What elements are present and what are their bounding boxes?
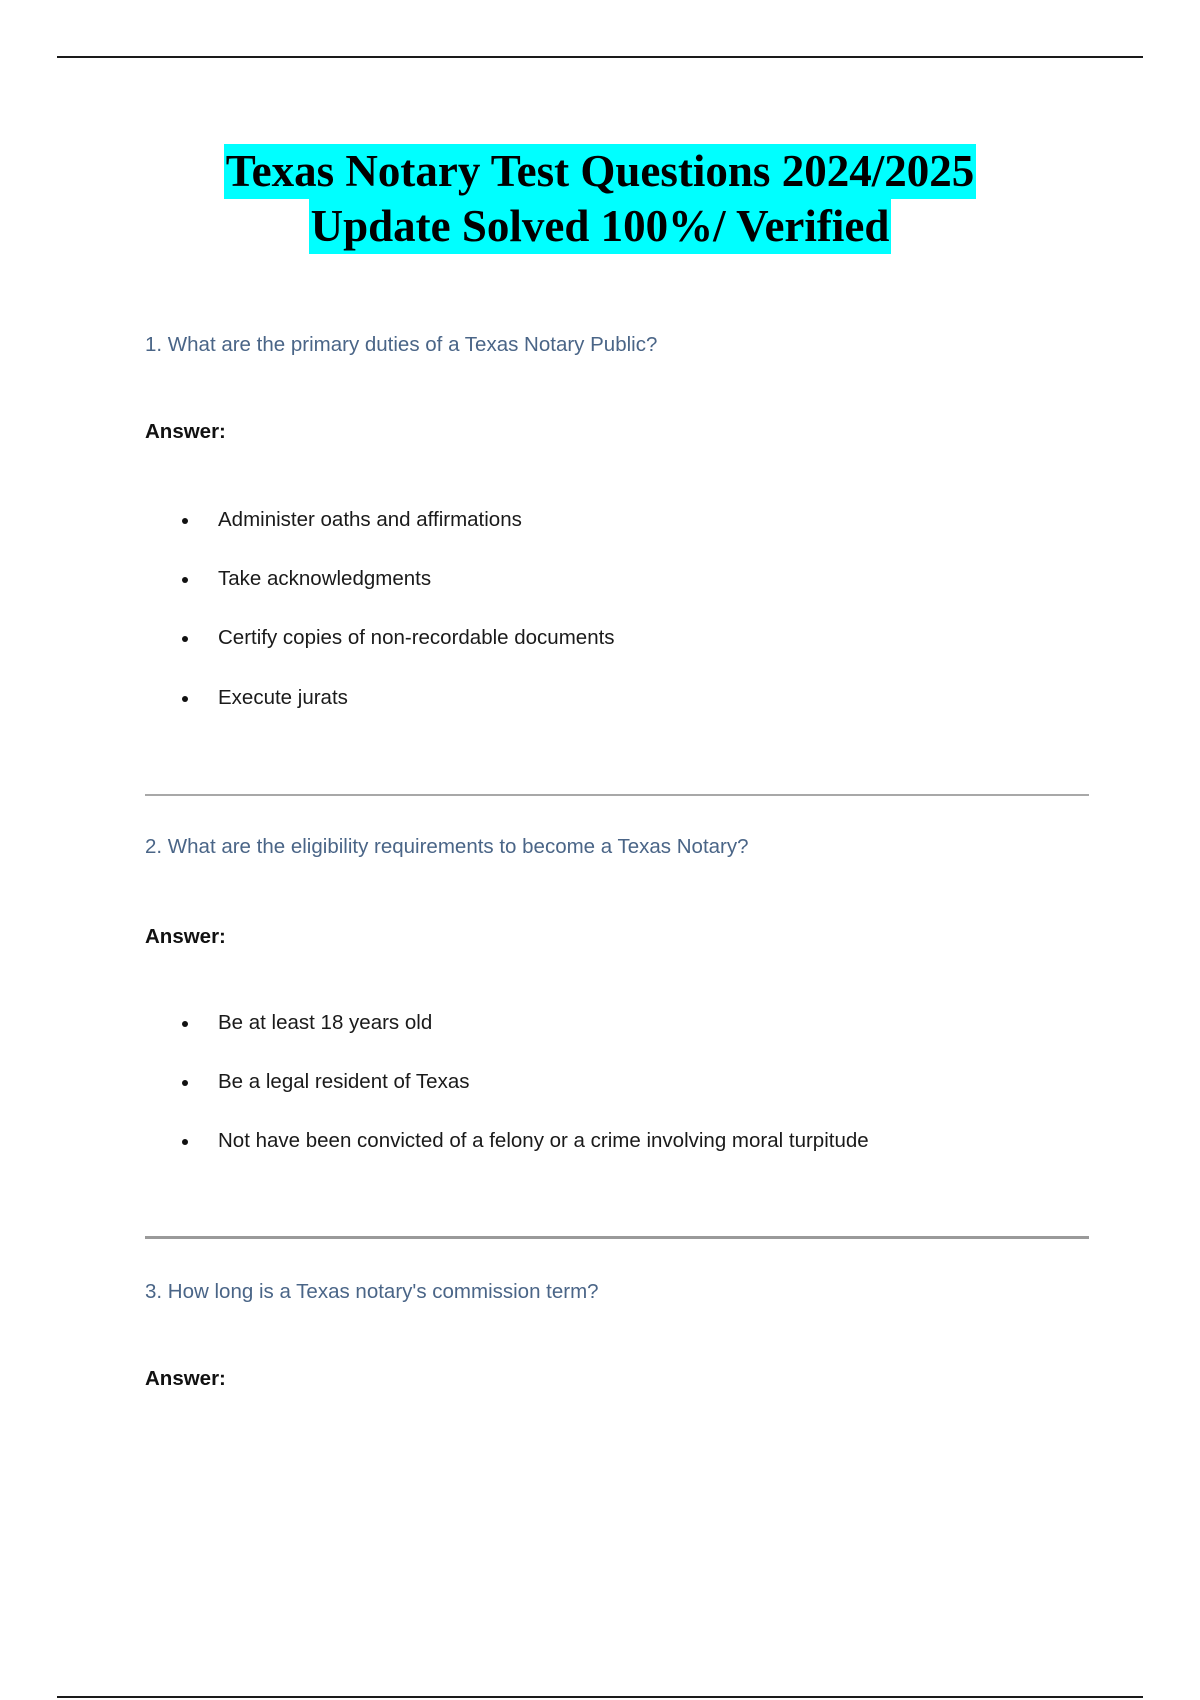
document-title [0, 144, 1200, 254]
page-top-rule [57, 56, 1143, 58]
question-1: 1. What are the primary duties of a Texas Notary Public? [145, 333, 658, 356]
list-item-text: Administer oaths and affirmations [218, 508, 522, 531]
bullet-icon [182, 1080, 188, 1086]
list-item-text: Not have been convicted of a felony or a crime involving moral turpitude [218, 1129, 869, 1152]
section-divider-2 [145, 1236, 1089, 1239]
list-item-text: Take acknowledgments [218, 567, 432, 590]
title-line-2: Update Solved 100%/ Verified [309, 199, 892, 254]
answer-label-3: Answer: [145, 1367, 226, 1390]
bullet-icon [182, 518, 188, 524]
list-item-text: Certify copies of non-recordable documents [218, 626, 615, 649]
bullet-icon [182, 696, 188, 702]
list-item-text: Be a legal resident of Texas [218, 1070, 470, 1093]
bullet-icon [182, 1021, 188, 1027]
answer-label-1: Answer: [145, 420, 226, 443]
bullet-icon [182, 1139, 188, 1145]
answer-label-2: Answer: [145, 925, 226, 948]
question-2: 2. What are the eligibility requirements to become a Texas Notary? [145, 835, 749, 858]
bullet-icon [182, 636, 188, 642]
bullet-icon [182, 577, 188, 583]
section-divider-1 [145, 794, 1089, 796]
page-bottom-rule [57, 1696, 1143, 1698]
title-line-1: Texas Notary Test Questions 2024/2025 [224, 144, 976, 199]
question-3: 3. How long is a Texas notary's commission term? [145, 1280, 599, 1303]
list-item-text: Execute jurats [218, 686, 348, 709]
list-item-text: Be at least 18 years old [218, 1011, 433, 1034]
